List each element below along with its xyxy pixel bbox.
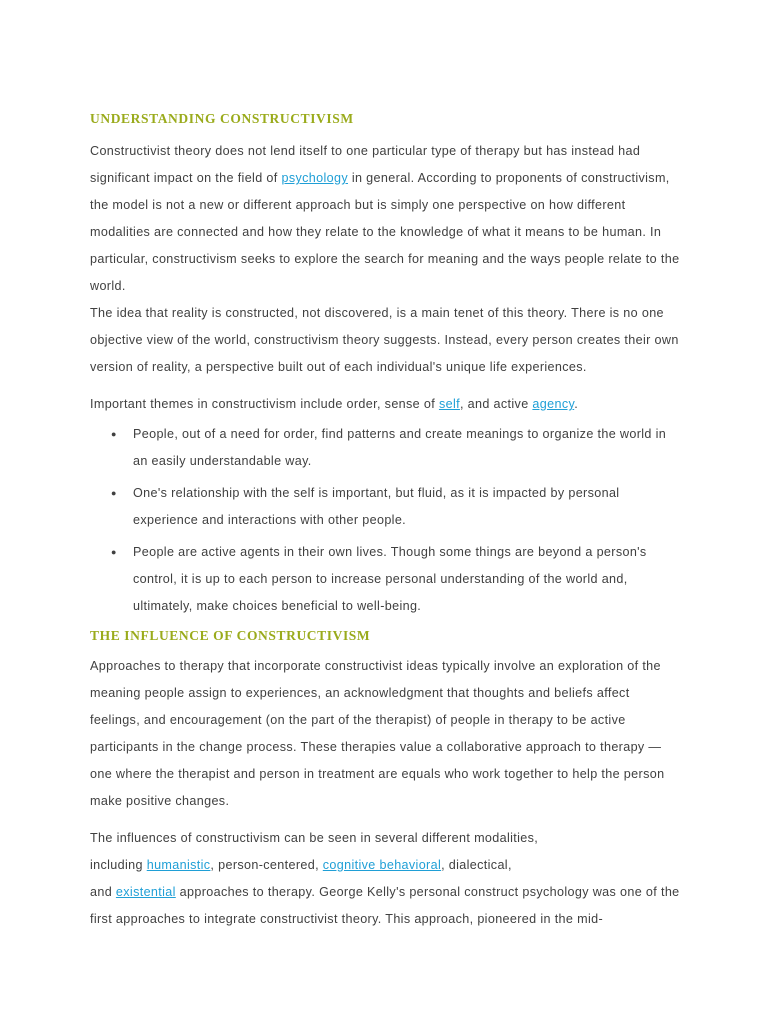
- paragraph-text: The influences of constructivism can be seen in several different modalities,: [90, 831, 539, 845]
- paragraph-text: , person-centered,: [210, 858, 323, 872]
- bullet-icon: ●: [111, 488, 117, 498]
- link-cognitive-behavioral[interactable]: cognitive behavioral: [322, 858, 442, 872]
- paragraph-text: and: [90, 885, 116, 899]
- spacer: [90, 815, 680, 825]
- document-page: [90, 100, 680, 933]
- list-item: [90, 480, 680, 534]
- bullet-icon: ●: [111, 429, 117, 439]
- paragraph-intro: [90, 138, 680, 300]
- paragraph-text: , and active: [459, 397, 533, 411]
- link-self[interactable]: self: [438, 397, 460, 411]
- list-item-text: One's relationship with the self is important, but fluid, as it is impacted by personal experience and interactions with other people.: [133, 486, 620, 527]
- heading-understanding-constructivism: UNDERSTANDING CONSTRUCTIVISM: [90, 111, 354, 126]
- list-item: [90, 421, 680, 475]
- bullet-icon: ●: [111, 547, 117, 557]
- paragraph-themes: [90, 391, 680, 418]
- link-humanistic[interactable]: humanistic: [146, 858, 211, 872]
- paragraph-text: .: [574, 397, 579, 411]
- paragraph-text: Important themes in constructivism include order, sense of: [90, 397, 439, 411]
- paragraph-influences: [90, 825, 680, 933]
- paragraph-approaches: Approaches to therapy that incorporate constructivist ideas typically involve an exploration of the meaning people assign to experiences, an acknowledgment that thoughts and beliefs affect feelings, and encouragement (on the part of the therapist) of people in therapy to be active participants in the change process. These therapies value a collaborative approach to therapy —one where the therapist and person in treatment are equals who work together to help the person make positive changes.: [90, 659, 665, 808]
- link-existential[interactable]: existential: [115, 885, 176, 899]
- link-agency[interactable]: agency: [532, 397, 575, 411]
- link-psychology[interactable]: psychology: [281, 171, 348, 185]
- paragraph-text: approaches to therapy. George Kelly's personal construct psychology was one of the first approaches to integrate constructivist theory. This approach, pioneered in the mid-: [90, 885, 680, 926]
- spacer: [90, 381, 680, 391]
- paragraph-text: , dialectical,: [441, 858, 512, 872]
- heading-influence-of-constructivism: THE INFLUENCE OF CONSTRUCTIVISM: [90, 628, 371, 643]
- paragraph-text: Constructivist theory does not lend itself to one particular type of therapy but has instead had significant impact on the field of: [90, 144, 641, 185]
- paragraph-text: including: [90, 858, 147, 872]
- list-item-text: People, out of a need for order, find patterns and create meanings to organize the world in an easily understandable way.: [133, 427, 667, 468]
- paragraph-reality: The idea that reality is constructed, not discovered, is a main tenet of this theory. There is no one objective view of the world, constructivism theory suggests. Instead, every person creates their own version of reality, a perspective built out of each individual's unique life experiences.: [90, 306, 679, 374]
- themes-list: [90, 421, 680, 620]
- list-item: [90, 539, 680, 620]
- list-item-text: People are active agents in their own lives. Though some things are beyond a person's control, it is up to each person to increase personal understanding of the world and, ultimately, make choices beneficial to well-being.: [133, 545, 647, 613]
- paragraph-text: in general. According to proponents of constructivism, the model is not a new or different approach but is simply one perspective on how different modalities are connected and how they relate to the knowledge of what it means to be human. In particular, constructivism seeks to explore the search for meaning and the ways people relate to the world.: [90, 171, 680, 293]
